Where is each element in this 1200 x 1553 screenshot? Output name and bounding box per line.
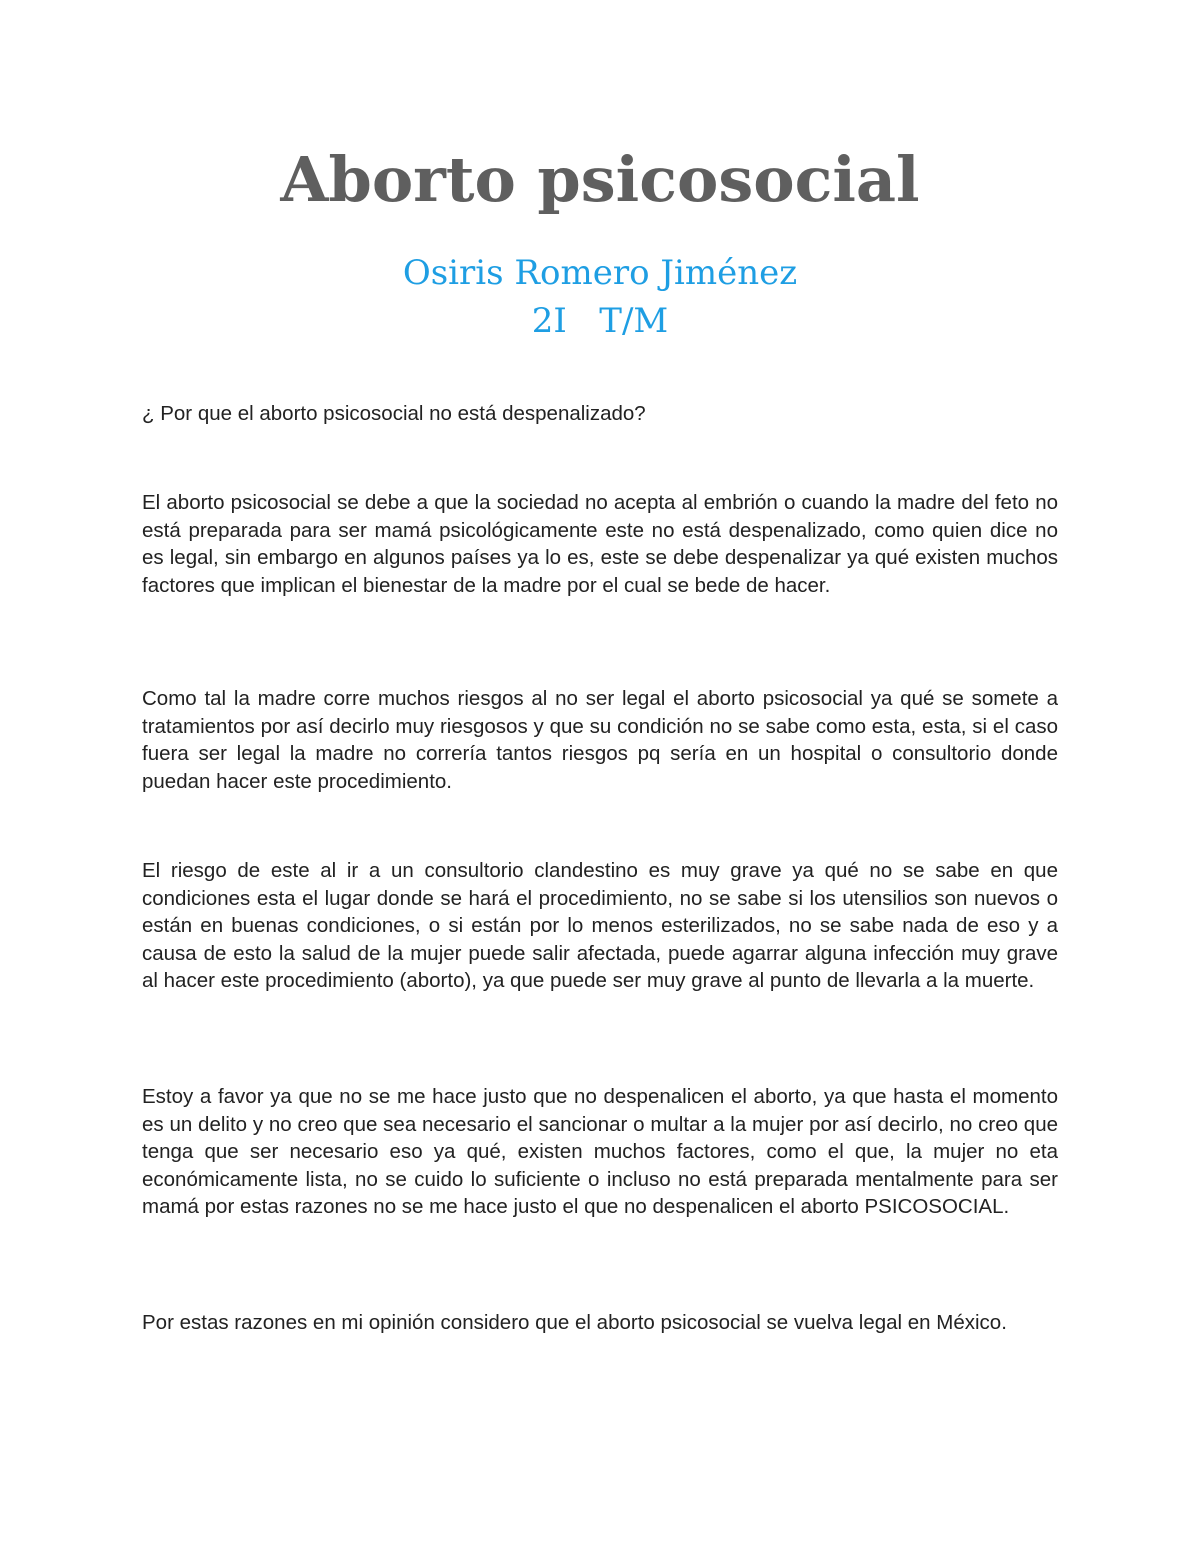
paragraph-2: Como tal la madre corre muchos riesgos al no ser legal el aborto psicosocial ya qué se somete a tratamientos por así decirlo muy riesgosos y que su condición no se sabe como esta, esta, si el caso fuera ser legal la madre no correría tantos riesgos pq sería en un hospital o consultorio donde puedan hacer este procedimiento. bbox=[142, 687, 1058, 793]
paragraph-3: El riesgo de este al ir a un consultorio clandestino es muy grave ya qué no se sabe en que condiciones esta el lugar donde se hará el procedimiento, no se sabe si los utensilios son nuevos o están en buenas condiciones, o si están por lo menos esterilizados, no se sabe nada de eso y a causa de esto la salud de la mujer puede salir afectada, puede agarrar alguna infección muy grave al hacer este procedimiento (aborto), ya que puede ser muy grave al punto de llevarla a la muerte. bbox=[142, 859, 1058, 992]
document-title: Aborto psicosocial bbox=[280, 143, 920, 216]
paragraph-5: Por estas razones en mi opinión considero que el aborto psicosocial se vuelva legal en México. bbox=[142, 1311, 1007, 1334]
paragraph-4: Estoy a favor ya que no se me hace justo que no despenalicen el aborto, ya que hasta el momento es un delito y no creo que sea necesario el sancionar o multar a la mujer por así decirlo, no creo que tenga que ser necesario eso ya qué, existen muchos factores, como el que, la mujer no eta económicamente lista, no se cuido lo suficiente o incluso no está preparada mentalmente para ser mamá por estas razones no se me hace justo el que no despenalicen el aborto PSICOSOCIAL. bbox=[142, 1085, 1058, 1218]
author-block bbox=[0, 249, 1200, 345]
paragraph-1: El aborto psicosocial se debe a que la sociedad no acepta al embrión o cuando la madre del feto no está preparada para ser mamá psicológicamente este no está despenalizado, como quien dice no es legal, sin embargo en algunos países ya lo es, este se debe despenalizar ya qué existen muchos factores que implican el bienestar de la madre por el cual se bede de hacer. bbox=[142, 491, 1058, 597]
author-name: Osiris Romero Jiménez bbox=[402, 253, 798, 293]
group-label: 2I T/M bbox=[531, 301, 669, 341]
question-heading: ¿ Por que el aborto psicosocial no está despenalizado? bbox=[142, 402, 646, 425]
